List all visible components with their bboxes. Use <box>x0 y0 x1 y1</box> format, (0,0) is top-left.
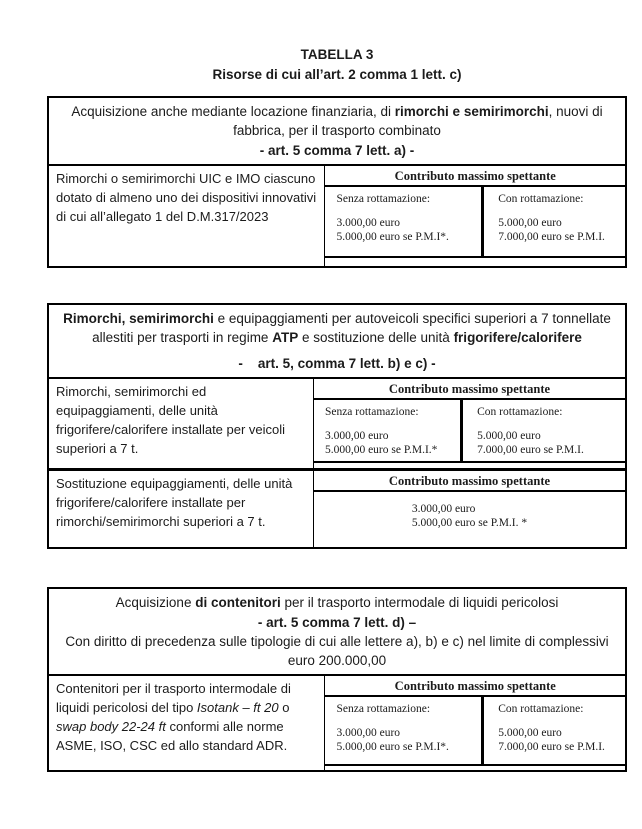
amount-line: 5.000,00 euro <box>477 430 541 442</box>
table2-row1-contribution-cells <box>314 400 625 463</box>
amount-line: 5.000,00 euro <box>498 727 562 739</box>
table3-contribution-header: Contributo massimo spettante <box>325 676 625 697</box>
table1-article-ref: - art. 5 comma 7 lett. a) - <box>259 143 415 158</box>
table2-article-ref: - art. 5, comma 7 lett. b) e c) - <box>238 356 436 371</box>
table2-row1-senza-rottamazione-cell <box>314 400 460 461</box>
table2-header-text: Rimorchi, semirimorchi e equipaggiamenti per autoveicoli specifici superiori a 7 tonnellate allestiti per trasporti in regime ATP e sostituzione delle unità frigorifere/calorifere <box>63 311 611 345</box>
con-rottamazione-label: Con rottamazione: <box>498 703 584 715</box>
table3-header-cell <box>49 589 625 676</box>
table2-row2-amounts <box>412 492 527 547</box>
table2-row2-description-cell: Sostituzione equipaggiamenti, delle unità frigorifere/calorifere installate per rimorchi/semirimorchi superiori a 7 t. <box>49 471 314 547</box>
document-page <box>47 45 627 772</box>
table2-row1-description-cell: Rimorchi, semirimorchi ed equipaggiamenti, delle unità frigorifere/calorifere installate per veicoli superiori a 7 t. <box>49 379 314 468</box>
amount-line: 3.000,00 euro <box>336 217 401 229</box>
table3-senza-rottamazione-cell <box>325 697 481 764</box>
table1-contribution-region <box>325 166 625 266</box>
table3-description-cell: Contenitori per il trasporto intermodale di liquidi pericolosi del tipo Isotank – ft 20 o swap body 22-24 ft conformi alle norme ASME, ISO, CSC ed allo standard ADR. <box>49 676 325 770</box>
table2-row1-contribution-header: Contributo massimo spettante <box>314 379 625 400</box>
amount-line: 3.000,00 euro <box>336 727 401 739</box>
amount-line: 7.000,00 euro se P.M.I. <box>477 444 584 456</box>
table3-contribution-cells <box>325 697 625 766</box>
table2-row2-contribution-header: Contributo massimo spettante <box>314 471 625 492</box>
table3-body-row <box>49 676 625 770</box>
amount-line: 5.000,00 euro se P.M.I*. <box>336 231 449 243</box>
title-line-1: TABELLA 3 <box>300 47 374 62</box>
table-contenitori-liquidi-pericolosi <box>47 587 627 772</box>
amount-line: 3.000,00 euro <box>324 430 389 442</box>
table-rimorchi-atp-frigorifere <box>47 303 627 549</box>
table3-precedence-note: Con diritto di precedenza sulle tipologie di cui alle lettere a), b) e c) nel limite di complessivi euro 200.000,00 <box>65 634 609 668</box>
page-title <box>47 45 627 85</box>
table2-row1-con-rottamazione-cell <box>460 400 625 461</box>
table-rimorchi-trasporto-combinato <box>47 96 627 268</box>
title-line-2: Risorse di cui all’art. 2 comma 1 lett. c) <box>212 67 462 82</box>
amount-line: 7.000,00 euro se P.M.I. <box>498 231 605 243</box>
table2-row2-single-cell <box>314 492 625 547</box>
amount-line: 5.000,00 euro se P.M.I.* <box>324 444 438 456</box>
amount-line: 7.000,00 euro se P.M.I. <box>498 741 605 753</box>
table2-row2-contribution-region <box>314 471 625 547</box>
table1-contribution-cells <box>325 187 625 258</box>
table3-con-rottamazione-cell <box>481 697 625 764</box>
table1-contribution-header: Contributo massimo spettante <box>325 166 625 187</box>
table2-header-cell <box>49 305 625 379</box>
table1-header-text: Acquisizione anche mediante locazione finanziaria, di rimorchi e semirimorchi, nuovi di fabbrica, per il trasporto combinato <box>71 104 603 138</box>
table3-contribution-region <box>325 676 625 770</box>
table2-body-row-2 <box>49 471 625 547</box>
table1-senza-rottamazione-cell <box>325 187 481 256</box>
senza-rottamazione-label: Senza rottamazione: <box>336 703 431 715</box>
table2-body-row-1 <box>49 379 625 471</box>
amount-line: 5.000,00 euro se P.M.I. * <box>411 517 528 529</box>
senza-rottamazione-label: Senza rottamazione: <box>324 406 419 418</box>
table1-con-rottamazione-cell <box>481 187 625 256</box>
table3-article-ref: - art. 5 comma 7 lett. d) – <box>257 615 417 630</box>
amount-line: 5.000,00 euro se P.M.I*. <box>336 741 449 753</box>
table1-body-row <box>49 166 625 266</box>
amount-line: 5.000,00 euro <box>498 217 562 229</box>
con-rottamazione-label: Con rottamazione: <box>477 406 563 418</box>
amount-line: 3.000,00 euro <box>411 503 476 515</box>
senza-rottamazione-label: Senza rottamazione: <box>336 193 431 205</box>
con-rottamazione-label: Con rottamazione: <box>498 193 584 205</box>
table1-description-cell: Rimorchi o semirimorchi UIC e IMO ciascuno dotato di almeno uno dei dispositivi innovativi di cui all’allegato 1 del D.M.317/2023 <box>49 166 325 266</box>
table3-header-text: Acquisizione di contenitori per il trasporto intermodale di liquidi pericolosi <box>115 595 559 610</box>
table2-row1-contribution-region <box>314 379 625 468</box>
table1-header-cell <box>49 98 625 166</box>
